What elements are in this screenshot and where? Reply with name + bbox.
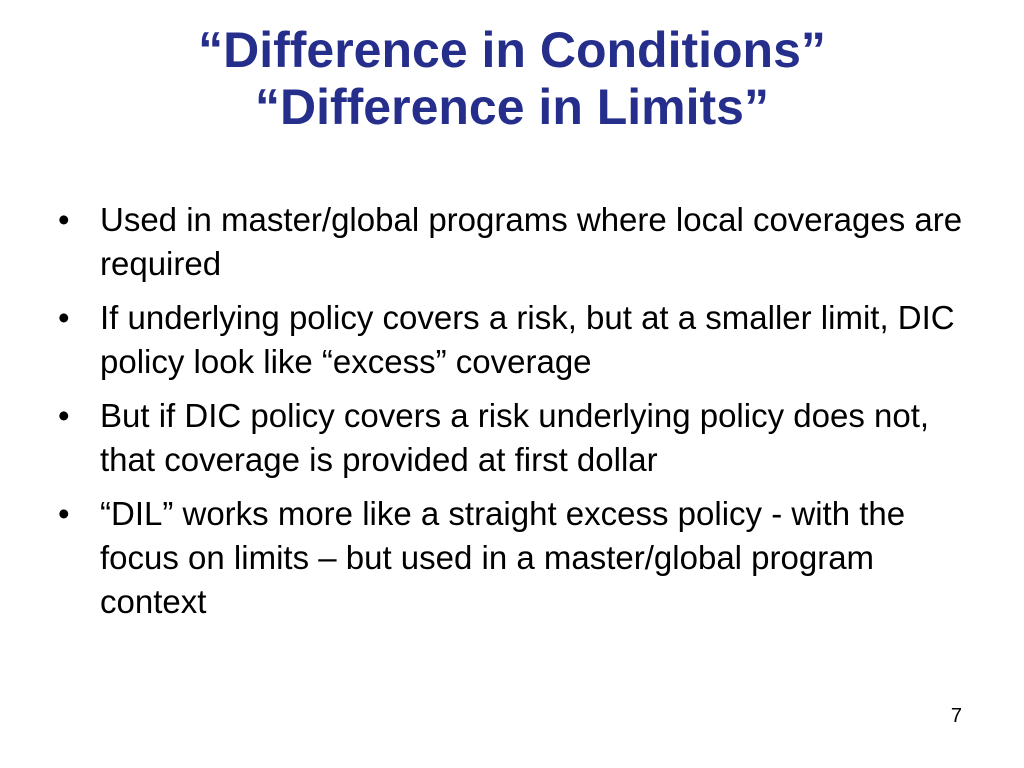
bullet-text: But if DIC policy covers a risk underlying policy does not, that coverage is provided at first dollar [100, 397, 930, 478]
bullet-item [58, 296, 978, 384]
slide-title [0, 22, 1024, 136]
bullet-marker: • [58, 201, 70, 238]
bullet-item [58, 394, 978, 482]
page-number: 7 [950, 705, 962, 727]
bullet-marker: • [58, 495, 70, 532]
bullet-text: If underlying policy covers a risk, but at a smaller limit, DIC policy look like “excess” coverage [100, 299, 955, 380]
bullet-item [58, 492, 978, 624]
bullet-text: Used in master/global programs where local coverages are required [100, 201, 963, 282]
title-line-2: “Difference in Limits” [255, 79, 769, 135]
title-line-1: “Difference in Conditions” [198, 22, 826, 78]
bullet-list [58, 198, 978, 634]
bullet-marker: • [58, 397, 70, 434]
bullet-item [58, 198, 978, 286]
bullet-text: “DIL” works more like a straight excess policy - with the focus on limits – but used in a master/global program context [100, 495, 906, 620]
bullet-marker: • [58, 299, 70, 336]
